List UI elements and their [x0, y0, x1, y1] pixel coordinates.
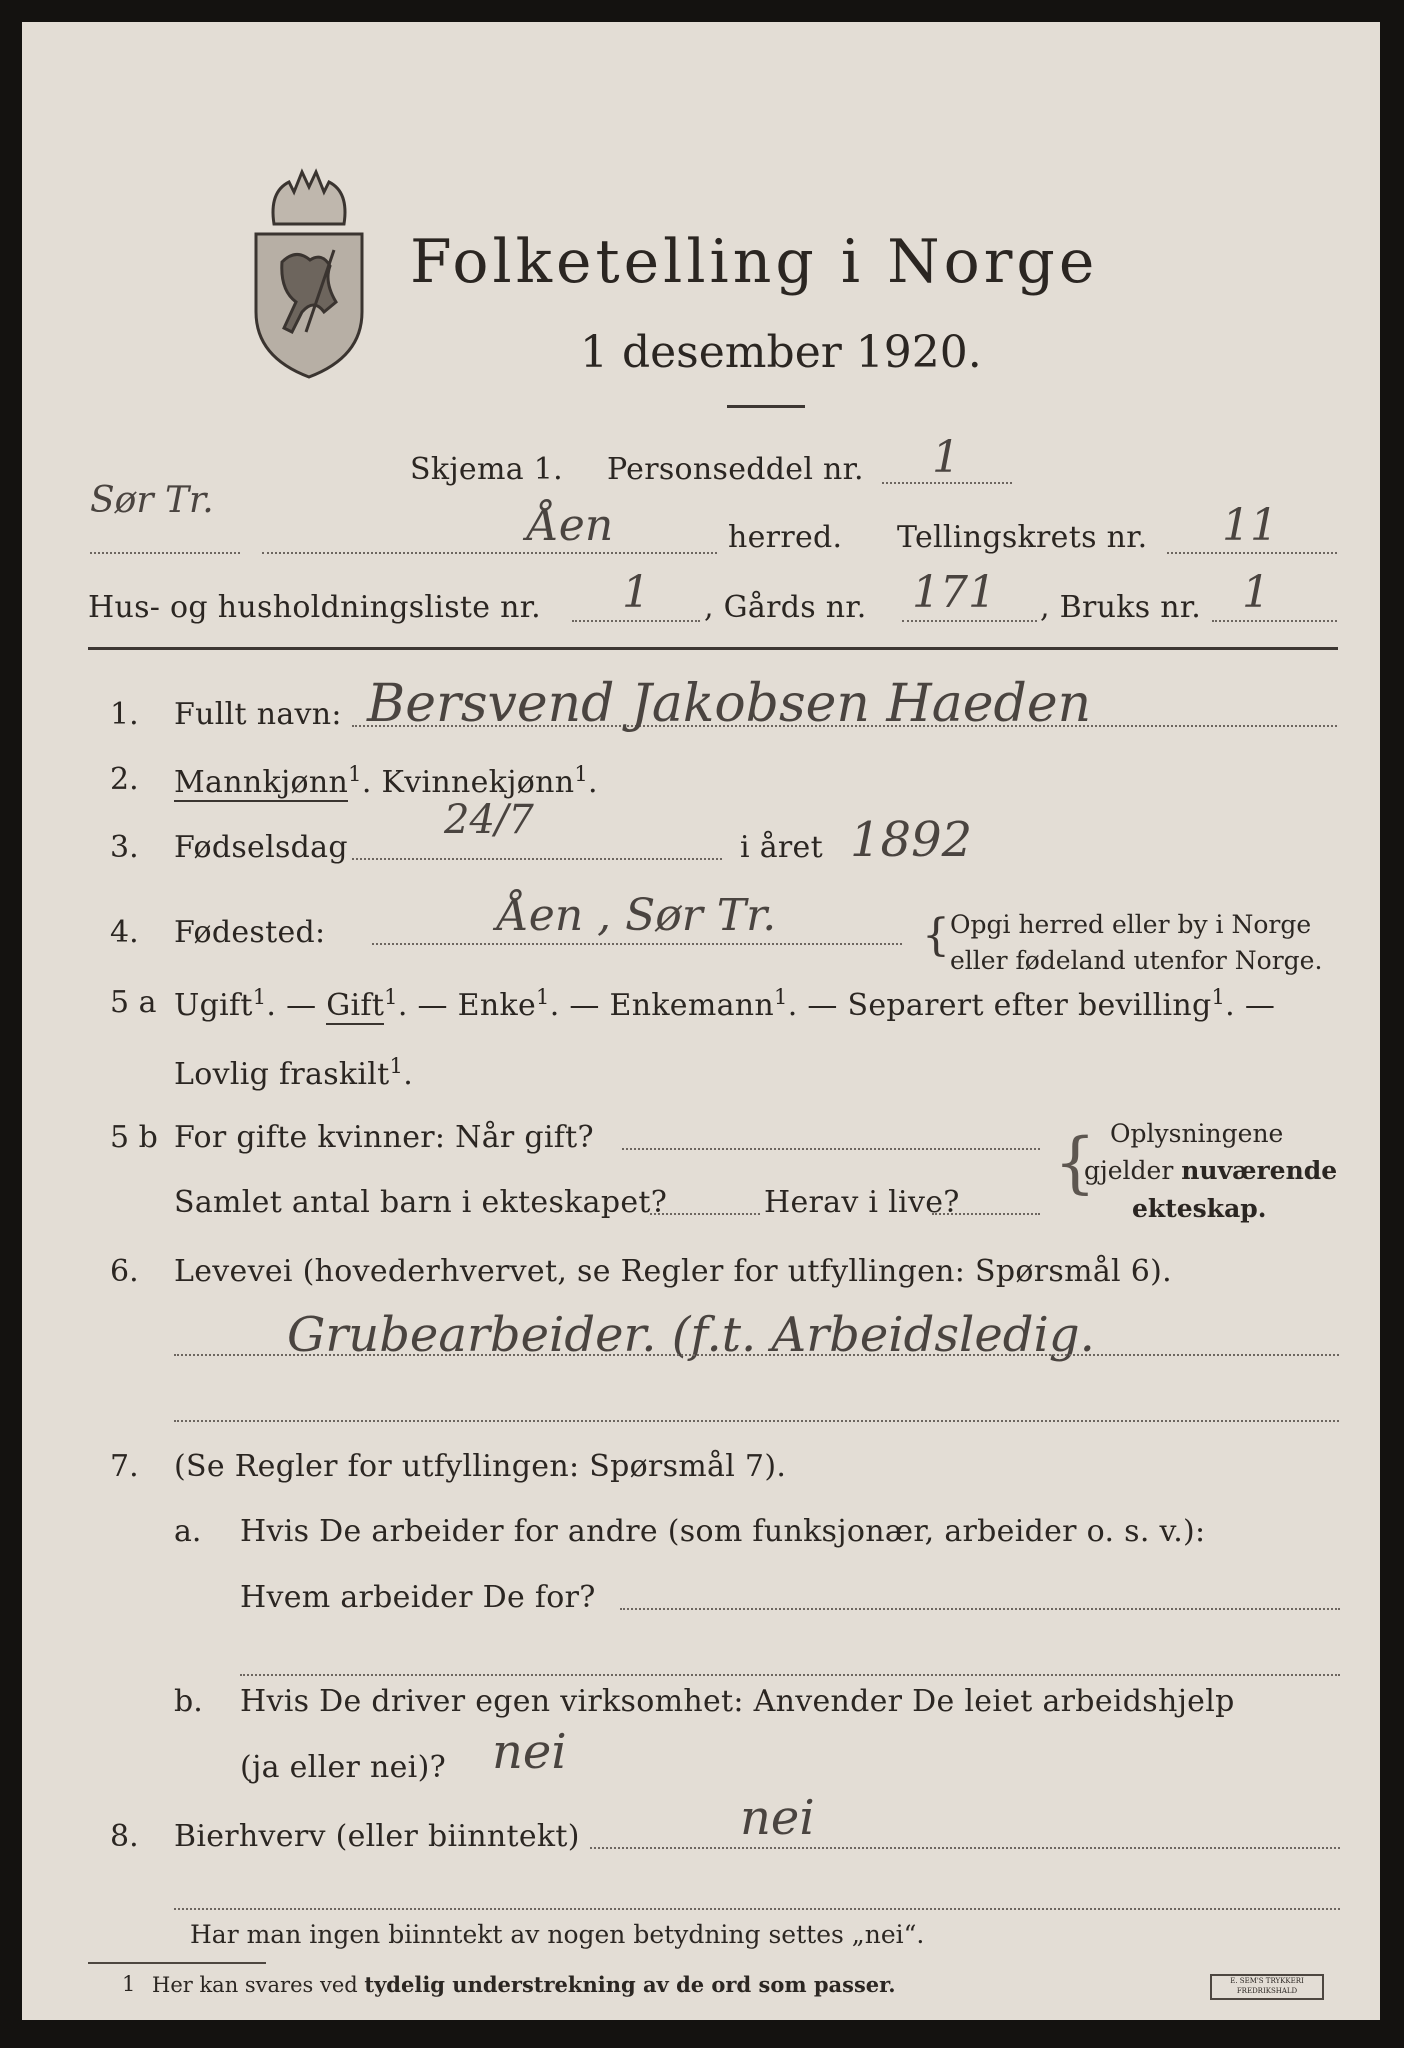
q2-number: 2. [110, 762, 139, 797]
q7-label: (Se Regler for utfyllingen: Spørsmål 7). [174, 1449, 787, 1484]
q8-value: nei [740, 1790, 815, 1846]
q7b-value: nei [492, 1724, 567, 1780]
q7b-label: Hvis De driver egen virksomhet: Anvender De leiet arbeidshjelp [240, 1684, 1235, 1719]
header-divider [88, 647, 1338, 650]
q7a-line [620, 1608, 1340, 1610]
q5b-live-line [932, 1213, 1040, 1215]
q2-female-option: Kvinnekjønn [381, 765, 575, 800]
q8-label: Bierhverv (eller biinntekt) [174, 1819, 580, 1854]
hus-value: 1 [622, 567, 650, 618]
q3-year-value: 1892 [850, 812, 973, 868]
q8-number: 8. [110, 1819, 139, 1854]
q5a-number: 5 a [110, 985, 157, 1020]
q4-note-2: eller fødeland utenfor Norge. [950, 946, 1323, 975]
gaards-value: 171 [912, 567, 996, 618]
hus-label: Hus- og husholdningsliste nr. [88, 590, 541, 625]
seddel-value: 1 [932, 432, 960, 483]
q5b-label: For gifte kvinner: Når gift? [174, 1120, 594, 1155]
q5b-children-line [650, 1213, 760, 1215]
q5a-line-2: Lovlig fraskilt$^1$. [174, 1054, 414, 1092]
bruks-label: , Bruks nr. [1040, 590, 1202, 625]
krets-line [1167, 552, 1337, 554]
q7a-label: Hvis De arbeider for andre (som funksjonær, arbeider o. s. v.): [240, 1514, 1206, 1549]
q4-note-1: Opgi herred eller by i Norge [950, 910, 1312, 939]
q7b-line-2: (ja eller nei)? [240, 1750, 446, 1785]
census-form [22, 22, 1380, 2020]
krets-label: Tellingskrets nr. [897, 520, 1148, 555]
printer-stamp: E. SEM'S TRYKKERI FREDRIKSHALD [1210, 1974, 1324, 2000]
q5b-brace: { [1054, 1124, 1096, 1201]
q4-label: Fødested: [174, 915, 326, 950]
q1-value: Bersvend Jakobsen Haeden [367, 674, 1092, 734]
q6-line-2 [174, 1420, 1339, 1422]
q3-number: 3. [110, 830, 139, 865]
bruks-value: 1 [1242, 567, 1270, 618]
coat-of-arms-icon [244, 162, 374, 384]
q5b-line-2: Samlet antal barn i ekteskapet? [174, 1185, 668, 1220]
footnote-divider [88, 1962, 266, 1964]
q1-number: 1. [110, 697, 139, 732]
q3-value: 24/7 [444, 797, 534, 843]
q4-brace: { [922, 910, 950, 961]
bruks-line [1212, 620, 1337, 622]
q7a-letter: a. [174, 1514, 202, 1549]
footnote-text: Her kan svares ved tydelig understrekning av de ord som passer. [152, 1972, 896, 1997]
q6-value: Grubearbeider. (f.t. Arbeidsledig. [287, 1307, 1095, 1363]
q5b-gift-line [622, 1148, 1040, 1150]
q5b-live-label: Herav i live? [764, 1185, 960, 1220]
q3-line [352, 858, 722, 860]
q7b-letter: b. [174, 1684, 203, 1719]
q6-number: 6. [110, 1254, 139, 1289]
q7-number: 7. [110, 1449, 139, 1484]
q3-year-label: i året [740, 830, 823, 865]
q8-note: Har man ingen biinntekt av nogen betydning settes „nei“. [190, 1920, 925, 1949]
q4-number: 4. [110, 915, 139, 950]
q5b-note-3: ekteskap. [1132, 1194, 1267, 1223]
hus-line [572, 620, 700, 622]
county-value: Sør Tr. [90, 480, 214, 521]
q7a-line-2: Hvem arbeider De for? [240, 1580, 596, 1615]
q3-label: Fødselsdag [174, 830, 348, 865]
seddel-label: Personseddel nr. [607, 452, 864, 487]
q5a-gift-option: Gift [326, 988, 385, 1023]
municipality-value: Åen [527, 500, 614, 551]
municipality-line [262, 552, 717, 554]
q8-line [590, 1847, 1340, 1849]
q5a-options: Ugift$^1$. — Gift$^1$. — Enke$^1$. — Enkemann$^1$. — Separert efter bevilling$^1$. — [174, 985, 1276, 1023]
q2-male-option: Mannkjønn [174, 765, 349, 800]
herred-label: herred. [728, 520, 843, 555]
q5b-number: 5 b [110, 1120, 158, 1155]
census-date: 1 desember 1920. [580, 327, 982, 378]
q2-options: Mannkjønn$^1$. Kvinnekjønn$^1$. [174, 762, 598, 800]
q7a-line-extra [240, 1674, 1340, 1676]
q1-label: Fullt navn: [174, 697, 342, 732]
q6-label: Levevei (hovederhvervet, se Regler for utfyllingen: Spørsmål 6). [174, 1254, 1172, 1289]
gaards-label: , Gårds nr. [704, 590, 867, 625]
q4-line [372, 943, 902, 945]
form-title: Folketelling i Norge [410, 227, 1099, 297]
gaards-line [902, 620, 1037, 622]
q5b-note-2: gjelder nuværende [1084, 1156, 1338, 1185]
q6-line-1 [174, 1354, 1339, 1356]
krets-value: 11 [1222, 500, 1278, 551]
county-line [90, 552, 240, 554]
footnote-marker: 1 [122, 1972, 136, 1996]
title-divider [727, 405, 805, 408]
q8-line-extra [174, 1908, 1340, 1910]
q4-value: Åen , Sør Tr. [497, 890, 777, 941]
schema-label: Skjema 1. [410, 452, 563, 487]
q5b-note-1: Oplysningene [1110, 1119, 1284, 1148]
